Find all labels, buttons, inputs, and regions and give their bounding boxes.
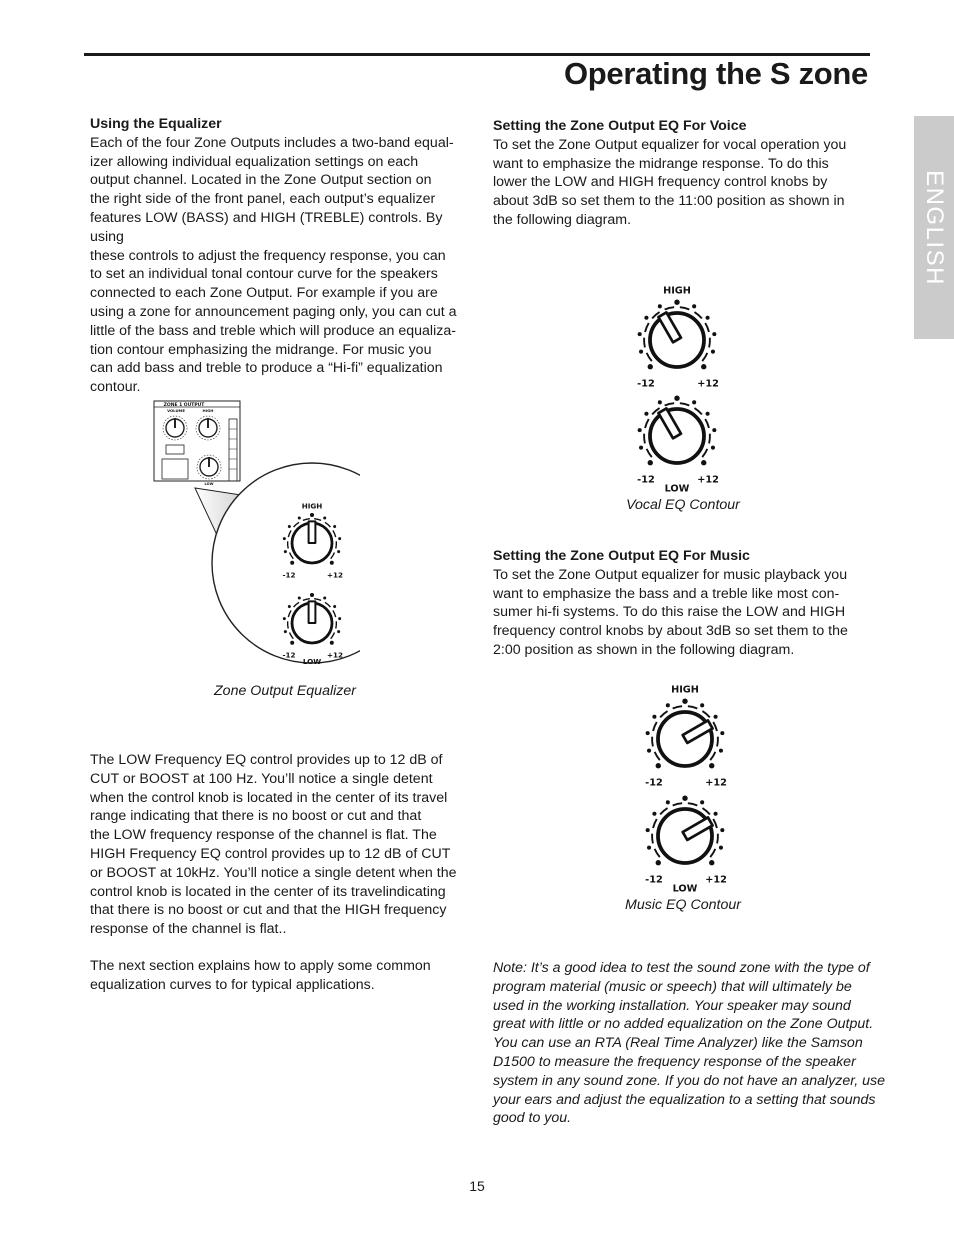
scale-dot bbox=[290, 561, 294, 565]
scale-dot bbox=[646, 731, 650, 735]
scale-arc bbox=[702, 711, 709, 717]
knob-high-label: HIGH bbox=[663, 285, 691, 297]
knob-pointer bbox=[309, 601, 316, 623]
scale-arc bbox=[713, 819, 717, 828]
text-line: control knob is located in the center of its travelindicating bbox=[90, 883, 446, 900]
text-line: that there is no boost or cut and that the HIGH frequency bbox=[90, 902, 447, 919]
scale-dot bbox=[720, 731, 724, 735]
scale-dot bbox=[639, 446, 643, 450]
text-line: can add bass and treble to produce a “Hi-fi” equalization bbox=[90, 360, 443, 377]
scale-dot bbox=[338, 537, 341, 540]
knob-min-label: -12 bbox=[282, 650, 296, 660]
scale-arc bbox=[717, 834, 718, 844]
text-line: You can use an RTA (Real Time Analyzer) like the Samson bbox=[493, 1035, 863, 1052]
scale-dot bbox=[290, 641, 294, 645]
text-line: about 3dB so set them to the 11:00 position as shown in bbox=[493, 193, 845, 210]
scale-arc bbox=[653, 819, 657, 828]
text-line: 2:00 position as shown in the following diagram. bbox=[493, 641, 795, 658]
music-high-knob bbox=[645, 685, 727, 789]
text-line: system in any sound zone. If you do not have an analyzer, use bbox=[493, 1072, 885, 1089]
scale-dot bbox=[682, 699, 687, 704]
scale-dot bbox=[648, 364, 653, 369]
scale-dot bbox=[652, 812, 656, 816]
scale-dot bbox=[682, 796, 687, 801]
scale-dot bbox=[298, 597, 301, 600]
rta-note bbox=[493, 959, 893, 1128]
text-line: features LOW (BASS) and HIGH (TREBLE) controls. By using bbox=[90, 209, 443, 245]
scale-dot bbox=[658, 304, 662, 308]
knob-max-label: +12 bbox=[697, 474, 719, 486]
knob-max-label: +12 bbox=[705, 874, 727, 886]
scale-arc bbox=[702, 808, 709, 814]
text-line: good to you. bbox=[493, 1110, 572, 1127]
mini-panel-title: ZONE 1 OUTPUT bbox=[163, 403, 205, 408]
scale-dot bbox=[658, 400, 662, 404]
scale-arc bbox=[710, 849, 715, 857]
scale-dot bbox=[706, 316, 710, 320]
knob-low-label: LOW bbox=[664, 483, 690, 494]
scale-dot bbox=[337, 630, 340, 633]
scale-dot bbox=[333, 525, 336, 528]
scale-arc bbox=[688, 706, 697, 708]
scale-arc bbox=[645, 419, 649, 428]
text-line: tion contour emphasizing the midrange. For music you bbox=[90, 341, 432, 358]
knob-low-label: LOW bbox=[672, 883, 698, 893]
scale-dot bbox=[330, 561, 334, 565]
scale-dot bbox=[712, 332, 716, 336]
text-line: equalization curves to for typical applications. bbox=[90, 976, 375, 993]
scale-dot bbox=[646, 828, 650, 832]
voice-paragraph bbox=[493, 136, 893, 230]
scale-dot bbox=[666, 703, 670, 707]
knob-max-label: +12 bbox=[705, 777, 727, 789]
text-line: To set the Zone Output equalizer for music playback you bbox=[493, 566, 848, 583]
scale-dot bbox=[674, 396, 679, 401]
text-line: want to emphasize the midrange response. To do this bbox=[493, 155, 829, 172]
zone-output-figure bbox=[150, 395, 360, 680]
scale-dot bbox=[648, 460, 653, 465]
text-line: little of the bass and treble which will produce an equaliza- bbox=[90, 322, 456, 339]
text-line: used in the working installation. Your speaker may sound bbox=[493, 997, 851, 1014]
knob-max-label: +12 bbox=[697, 378, 719, 390]
scale-arc bbox=[705, 419, 709, 428]
text-line: the right side of the front panel, each output’s equalizer bbox=[90, 191, 436, 208]
scale-arc bbox=[680, 403, 689, 405]
text-line: HIGH Frequency EQ control provides up to 12 dB of CUT bbox=[90, 845, 451, 862]
scale-dot bbox=[709, 763, 714, 768]
scale-arc bbox=[644, 338, 645, 348]
knob-max-label: +12 bbox=[326, 650, 344, 660]
scale-arc bbox=[694, 312, 701, 318]
rta-note-paragraph bbox=[493, 959, 893, 1128]
scale-dot bbox=[720, 828, 724, 832]
scale-dot bbox=[644, 316, 648, 320]
equalizer-paragraph bbox=[90, 134, 480, 397]
scale-arc bbox=[702, 353, 707, 361]
scale-dot bbox=[711, 350, 715, 354]
scale-dot bbox=[701, 460, 706, 465]
text-line: The LOW Frequency EQ control provides up to 12 dB of bbox=[90, 752, 443, 768]
knob-pointer bbox=[309, 521, 316, 543]
text-line: frequency control knobs by about 3dB so set them to the bbox=[493, 623, 848, 640]
scale-arc bbox=[647, 353, 652, 361]
scale-arc bbox=[652, 834, 653, 844]
scale-dot bbox=[706, 412, 710, 416]
scale-dot bbox=[647, 749, 651, 753]
text-line: want to emphasize the bass and a treble like most con- bbox=[493, 585, 840, 602]
scale-dot bbox=[674, 300, 679, 305]
scale-arc bbox=[713, 722, 717, 731]
scale-dot bbox=[709, 860, 714, 865]
text-line: the following diagram. bbox=[493, 211, 632, 228]
scale-arc bbox=[660, 711, 667, 717]
zone-output-caption: Zone Output Equalizer bbox=[214, 683, 356, 699]
text-line: sumer hi-fi systems. To do this raise the LOW and HIGH bbox=[493, 604, 846, 621]
text-line: contour. bbox=[90, 379, 141, 396]
scale-arc bbox=[705, 323, 709, 332]
scale-dot bbox=[656, 860, 661, 865]
scale-dot bbox=[638, 332, 642, 336]
text-line: the LOW frequency response of the channel is flat. The bbox=[90, 827, 437, 844]
scale-arc bbox=[645, 323, 649, 332]
music-low-knob bbox=[645, 796, 727, 894]
scale-arc bbox=[673, 803, 682, 805]
music-section bbox=[493, 547, 893, 660]
scale-arc bbox=[647, 449, 652, 457]
scale-dot bbox=[288, 605, 291, 608]
mini-volume-label: VOLUME bbox=[167, 408, 185, 413]
knob-max-label: +12 bbox=[326, 570, 344, 580]
scale-dot bbox=[323, 517, 326, 520]
scale-arc bbox=[652, 737, 653, 747]
scale-arc bbox=[288, 541, 289, 548]
scale-dot bbox=[656, 763, 661, 768]
scale-dot bbox=[692, 400, 696, 404]
scale-arc bbox=[702, 449, 707, 457]
scale-arc bbox=[709, 338, 710, 348]
scale-dot bbox=[310, 593, 314, 597]
mini-low-label: LOW bbox=[204, 482, 214, 486]
scale-dot bbox=[283, 537, 286, 540]
scale-arc bbox=[336, 621, 337, 628]
scale-dot bbox=[719, 846, 723, 850]
scale-arc bbox=[653, 722, 657, 731]
scale-dot bbox=[700, 800, 704, 804]
scale-dot bbox=[714, 715, 718, 719]
eq-control-description bbox=[90, 751, 480, 939]
scale-dot bbox=[701, 364, 706, 369]
scale-dot bbox=[330, 641, 334, 645]
text-line: izer allowing individual equalization settings on each bbox=[90, 153, 419, 170]
text-line: using a zone for announcement paging only, you can cut a bbox=[90, 303, 457, 320]
scale-arc bbox=[665, 403, 674, 405]
scale-dot bbox=[644, 412, 648, 416]
eq-control-paragraph bbox=[90, 751, 480, 939]
text-line: response of the channel is flat.. bbox=[90, 921, 287, 938]
music-paragraph bbox=[493, 566, 893, 660]
text-line: Each of the four Zone Outputs includes a two-band equal- bbox=[90, 134, 454, 151]
next-section-paragraph bbox=[90, 957, 480, 995]
text-line: lower the LOW and HIGH frequency control knobs by bbox=[493, 174, 828, 191]
knob-high-label: HIGH bbox=[671, 684, 699, 696]
scale-arc bbox=[694, 408, 701, 414]
music-eq-diagram bbox=[630, 683, 740, 893]
scale-dot bbox=[714, 812, 718, 816]
scale-dot bbox=[666, 800, 670, 804]
text-line: To set the Zone Output equalizer for vocal operation you bbox=[493, 136, 847, 153]
mini-level-meter bbox=[229, 419, 237, 481]
text-line: great with little or no added equalization on the Zone Output. bbox=[493, 1016, 874, 1033]
text-line: your ears and adjust the equalization to a setting that sounds bbox=[493, 1091, 876, 1108]
text-line: range indicating that there is no boost or cut and that bbox=[90, 808, 422, 825]
scale-dot bbox=[337, 550, 340, 553]
voice-low-knob bbox=[637, 396, 719, 495]
equalizer-heading: Using the Equalizer bbox=[90, 116, 222, 132]
scale-dot bbox=[712, 428, 716, 432]
language-tab bbox=[914, 116, 954, 339]
knob-high-label: HIGH bbox=[301, 501, 323, 511]
next-section-note bbox=[90, 957, 480, 995]
voice-high-knob bbox=[637, 286, 719, 390]
language-tab-label: ENGLISH bbox=[921, 169, 948, 286]
music-heading: Setting the Zone Output EQ For Music bbox=[493, 548, 750, 564]
text-line: CUT or BOOST at 100 Hz. You’ll notice a single detent bbox=[90, 770, 433, 787]
text-line: to set an individual tonal contour curve for the speakers bbox=[90, 266, 438, 283]
scale-dot bbox=[711, 446, 715, 450]
text-line: Note: It’s a good idea to test the sound zone with the type of bbox=[493, 960, 870, 976]
scale-arc bbox=[709, 434, 710, 444]
scale-arc bbox=[644, 434, 645, 444]
equalizer-section bbox=[90, 115, 480, 397]
music-eq-caption: Music EQ Contour bbox=[625, 897, 741, 913]
text-line: when the control knob is located in the center of its travel bbox=[90, 789, 448, 806]
knob-min-label: -12 bbox=[645, 874, 663, 886]
scale-dot bbox=[310, 513, 314, 517]
scale-arc bbox=[665, 307, 674, 309]
knob-min-label: -12 bbox=[637, 378, 655, 390]
voice-heading: Setting the Zone Output EQ For Voice bbox=[493, 118, 747, 134]
scale-dot bbox=[652, 715, 656, 719]
scale-dot bbox=[323, 597, 326, 600]
scale-arc bbox=[655, 849, 660, 857]
vocal-eq-caption: Vocal EQ Contour bbox=[626, 497, 740, 513]
scale-arc bbox=[710, 752, 715, 760]
scale-dot bbox=[298, 517, 301, 520]
knob-min-label: -12 bbox=[645, 777, 663, 789]
scale-dot bbox=[639, 350, 643, 354]
scale-dot bbox=[638, 428, 642, 432]
scale-dot bbox=[338, 617, 341, 620]
scale-dot bbox=[288, 525, 291, 528]
scale-arc bbox=[717, 737, 718, 747]
text-line: connected to each Zone Output. For example if you are bbox=[90, 285, 438, 302]
scale-dot bbox=[284, 550, 287, 553]
knob-min-label: -12 bbox=[637, 474, 655, 486]
scale-arc bbox=[336, 541, 337, 548]
scale-dot bbox=[719, 749, 723, 753]
scale-arc bbox=[660, 808, 667, 814]
scale-dot bbox=[333, 605, 336, 608]
scale-arc bbox=[688, 803, 697, 805]
text-line: these controls to adjust the frequency response, you can bbox=[90, 247, 446, 264]
scale-dot bbox=[692, 304, 696, 308]
scale-dot bbox=[283, 617, 286, 620]
page-number: 15 bbox=[469, 1178, 485, 1194]
text-line: The next section explains how to apply some common bbox=[90, 958, 431, 974]
text-line: output channel. Located in the Zone Output section on bbox=[90, 172, 432, 189]
scale-dot bbox=[284, 630, 287, 633]
scale-arc bbox=[673, 706, 682, 708]
scale-arc bbox=[655, 752, 660, 760]
vocal-eq-diagram bbox=[622, 284, 732, 494]
voice-section bbox=[493, 117, 893, 230]
text-line: program material (music or speech) that will ultimately be bbox=[493, 978, 852, 995]
text-line: D1500 to measure the frequency response of the speaker bbox=[493, 1053, 856, 1070]
scale-dot bbox=[700, 703, 704, 707]
scale-dot bbox=[647, 846, 651, 850]
page-title: Operating the S zone bbox=[563, 56, 868, 91]
text-line: or BOOST at 10kHz. You’ll notice a single detent when the bbox=[90, 864, 457, 881]
mini-high-label: HIGH bbox=[202, 408, 214, 413]
knob-low-label: LOW bbox=[302, 657, 322, 666]
scale-arc bbox=[680, 307, 689, 309]
scale-arc bbox=[288, 621, 289, 628]
knob-min-label: -12 bbox=[282, 570, 296, 580]
